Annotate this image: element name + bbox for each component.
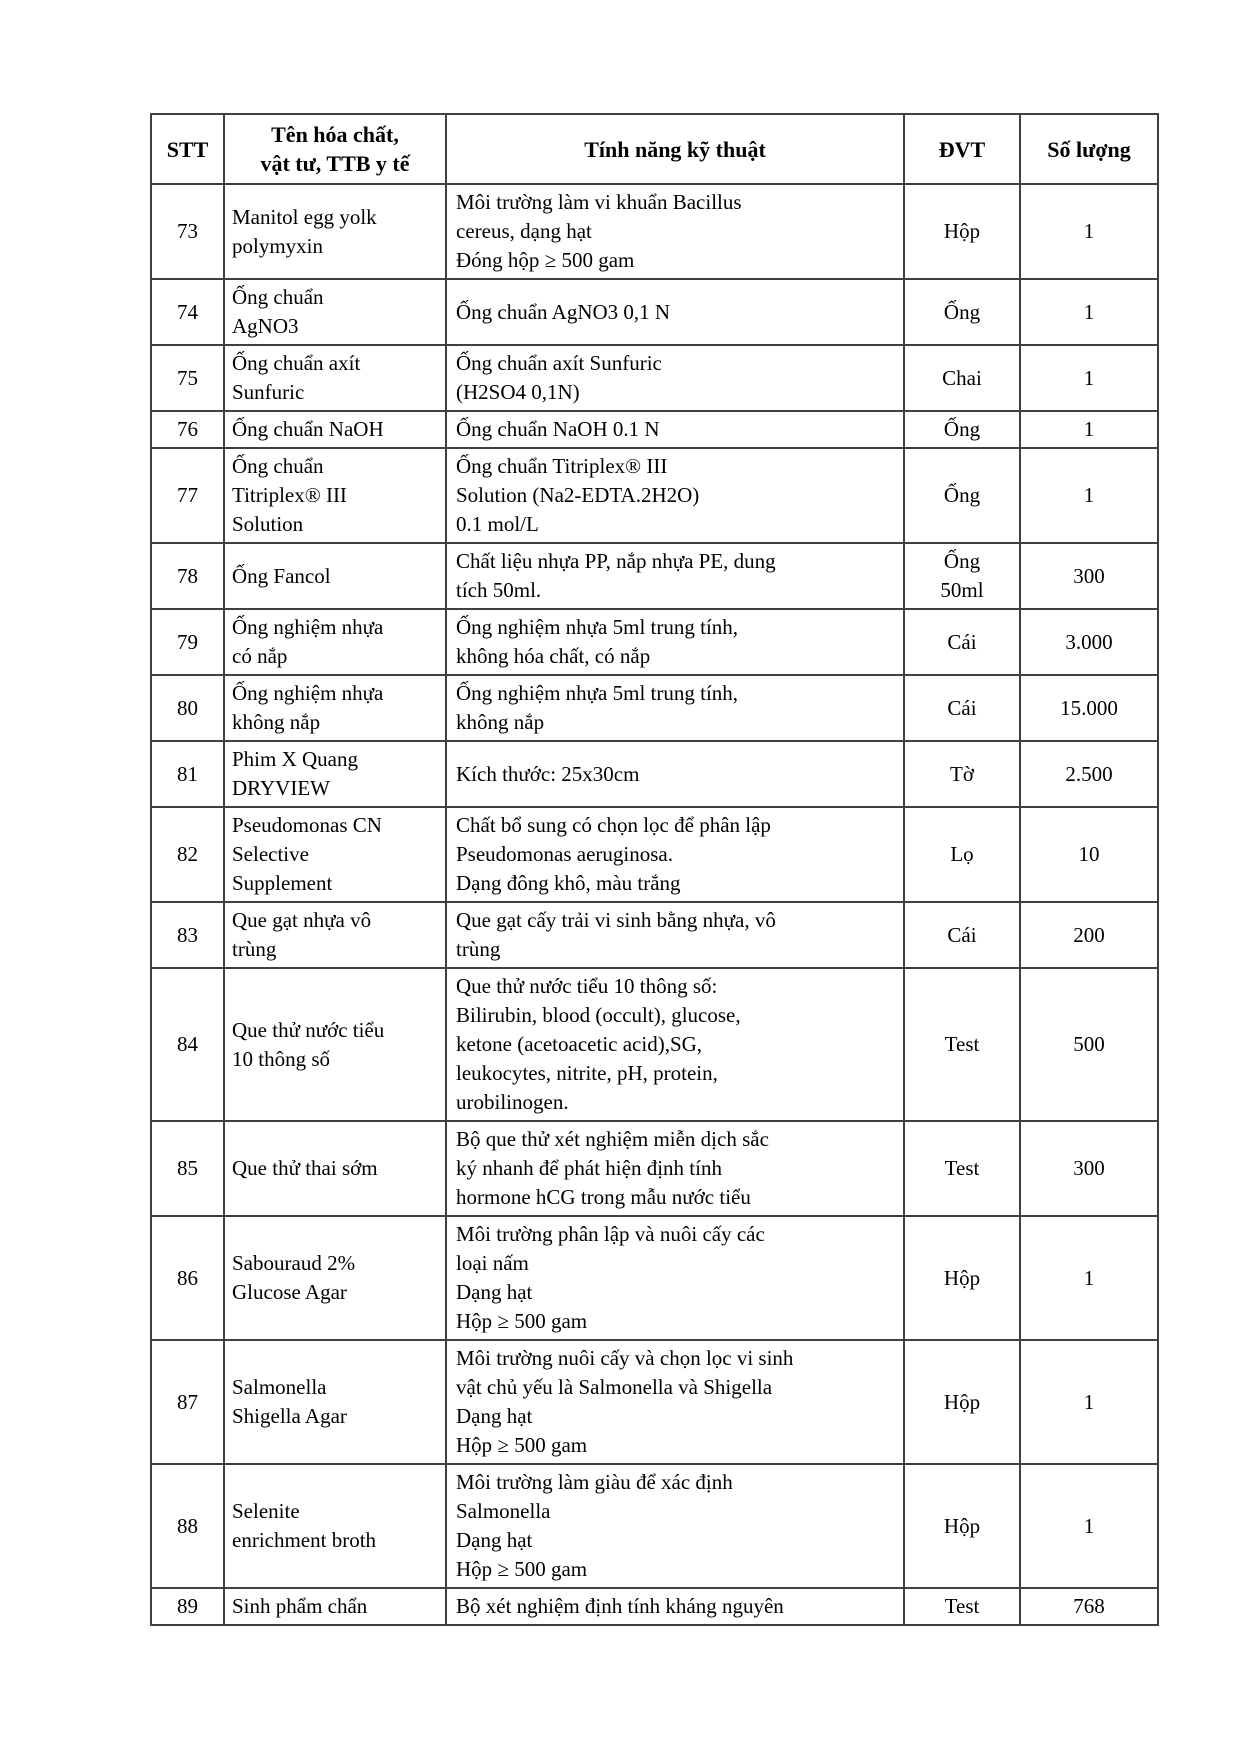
item-quantity-text: 1 [1083,417,1095,441]
table-row-80 [151,675,1158,741]
item-specs [446,1588,904,1625]
item-name [224,1340,446,1464]
item-name-text: Shigella Agar [232,1404,347,1428]
column-header-name-text: vật tư, TTB y tế [260,151,410,176]
item-name [224,741,446,807]
item-specs-text: 0.1 mol/L [456,512,539,536]
item-name [224,807,446,902]
item-unit [904,1588,1020,1625]
item-name-text: Solution [232,512,304,536]
column-header-stt [151,114,224,184]
item-specs [446,1464,904,1588]
item-quantity [1020,1464,1158,1588]
table-row-76 [151,411,1158,448]
item-quantity [1020,1340,1158,1464]
item-specs-text: không hóa chất, có nắp [456,644,651,668]
item-name [224,411,446,448]
item-quantity-text: 1 [1083,219,1095,243]
row-number-text: 79 [177,629,198,654]
item-unit-text: Ống [943,417,981,441]
item-quantity-text: 500 [1073,1032,1105,1056]
row-number [151,345,224,411]
item-specs [446,741,904,807]
item-specs-text: urobilinogen. [456,1090,569,1114]
item-unit-text: Cái [947,629,977,654]
item-unit-text: Tờ [950,761,974,786]
table-row-75 [151,345,1158,411]
item-unit [904,807,1020,902]
item-specs-text: tích 50ml. [456,578,542,602]
item-specs-text: Ống chuẩn Titriplex® III [456,454,668,478]
item-unit-text: Cái [947,922,977,947]
column-header-unit [904,114,1020,184]
item-name [224,675,446,741]
item-specs-text: Dạng hạt [456,1528,533,1552]
item-specs-text: Chất bổ sung có chọn lọc để phân lập [456,813,771,837]
item-name-text: Supplement [232,871,333,895]
row-number [151,1464,224,1588]
item-specs [446,902,904,968]
item-name-text: Glucose Agar [232,1280,347,1304]
item-unit-text: Lọ [950,842,974,866]
item-name-text: Titriplex® III [232,483,347,507]
row-number-text: 89 [177,1594,198,1618]
item-specs-text: Môi trường phân lập và nuôi cấy các [456,1222,765,1246]
item-name-text: có nắp [232,644,288,668]
row-number-text: 77 [177,483,198,507]
item-unit [904,345,1020,411]
item-specs-text: leukocytes, nitrite, pH, protein, [456,1061,718,1085]
item-specs-text: Kích thước: 25x30cm [456,761,640,786]
item-specs [446,807,904,902]
item-specs-text: Que gạt cấy trải vi sinh bằng nhựa, vô [456,908,776,932]
table-row-89 [151,1588,1158,1625]
item-specs-text: Ống chuẩn NaOH 0.1 N [456,417,660,441]
item-name [224,968,446,1121]
item-specs-text: Chất liệu nhựa PP, nắp nhựa PE, dung [456,549,776,573]
item-unit [904,1340,1020,1464]
item-specs-text: ketone (acetoacetic acid),SG, [456,1032,703,1056]
item-specs-text: Môi trường làm vi khuẩn Bacillus [456,190,742,214]
item-specs-text: Dạng hạt [456,1404,533,1428]
item-quantity-text: 768 [1073,1594,1105,1618]
table-row-74 [151,279,1158,345]
item-name-text: Ống chuẩn NaOH [232,417,384,441]
table-row-83 [151,902,1158,968]
item-unit [904,902,1020,968]
item-specs [446,543,904,609]
item-specs-text: Đóng hộp ≥ 500 gam [456,248,635,272]
item-name-text: trùng [232,937,277,961]
item-name-text: Ống chuẩn axít [232,351,361,375]
item-quantity [1020,741,1158,807]
item-unit [904,1464,1020,1588]
item-unit-text: Cái [947,695,977,720]
item-quantity-text: 300 [1073,563,1105,588]
item-name-text: DRYVIEW [232,776,330,800]
item-quantity-text: 200 [1073,922,1105,947]
row-number-text: 83 [177,922,198,947]
item-quantity-text: 1 [1083,483,1095,507]
row-number-text: 73 [177,219,198,243]
item-specs-text: trùng [456,937,501,961]
item-name [224,1121,446,1216]
item-specs-text: Bộ xét nghiệm định tính kháng nguyên [456,1594,784,1618]
item-name-text: Selective [232,842,309,866]
item-specs-text: Hộp ≥ 500 gam [456,1309,588,1333]
table-row-87 [151,1340,1158,1464]
row-number [151,1340,224,1464]
item-specs [446,1121,904,1216]
row-number-text: 75 [177,365,198,390]
table-row-86 [151,1216,1158,1340]
item-quantity [1020,609,1158,675]
item-quantity-text: 1 [1083,1265,1095,1290]
row-number-text: 82 [177,842,198,866]
item-quantity [1020,345,1158,411]
item-specs [446,968,904,1121]
item-name-text: enrichment broth [232,1528,377,1552]
table-row-84 [151,968,1158,1121]
column-header-desc-text: Tính năng kỹ thuật [584,136,766,162]
item-unit [904,279,1020,345]
row-number-text: 84 [177,1032,198,1056]
item-specs [446,448,904,543]
item-specs [446,1216,904,1340]
item-specs-text: loại nấm [456,1251,529,1275]
item-name-text: Que gạt nhựa vô [232,908,372,932]
table-body [151,184,1158,1625]
item-unit-text: Ống [943,549,981,573]
item-specs-text: Ống chuẩn axít Sunfuric [456,351,662,375]
item-specs [446,345,904,411]
item-unit [904,448,1020,543]
item-specs [446,184,904,279]
item-name-text: Sinh phẩm chẩn [232,1594,368,1618]
item-specs-text: (H2SO4 0,1N) [456,380,580,404]
item-name-text: Ống Fancol [232,563,331,588]
item-name-text: Que thử nước tiểu [232,1017,385,1042]
item-unit [904,968,1020,1121]
item-quantity [1020,807,1158,902]
row-number-text: 81 [177,761,198,786]
item-unit [904,543,1020,609]
item-unit-text: Hộp [943,1513,981,1538]
column-header-qty [1020,114,1158,184]
item-specs-text: ký nhanh để phát hiện định tính [456,1156,722,1180]
item-name [224,184,446,279]
column-header-unit-text: ĐVT [938,136,986,162]
row-number-text: 86 [177,1265,198,1290]
item-unit-text: Chai [942,365,982,390]
item-specs-text: vật chủ yếu là Salmonella và Shigella [456,1375,773,1399]
item-name-text: Ống nghiệm nhựa [232,615,384,639]
item-name [224,543,446,609]
item-unit [904,741,1020,807]
item-specs [446,411,904,448]
row-number [151,184,224,279]
item-quantity [1020,279,1158,345]
table-row-88 [151,1464,1158,1588]
row-number-text: 78 [177,563,198,588]
row-number [151,1216,224,1340]
item-unit-text: Hộp [943,1389,981,1414]
item-specs [446,1340,904,1464]
item-unit-text: Ống [943,483,981,507]
item-quantity-text: 15.000 [1060,695,1118,720]
item-quantity [1020,411,1158,448]
item-quantity-text: 3.000 [1065,629,1113,654]
item-unit-text: Hộp [943,1265,981,1290]
item-quantity-text: 300 [1073,1156,1105,1180]
item-name-text: Pseudomonas CN [232,813,382,837]
row-number [151,448,224,543]
item-unit-text: Test [944,1032,980,1056]
column-header-name [224,114,446,184]
item-specs-text: Dạng đông khô, màu trắng [456,871,681,895]
item-name [224,345,446,411]
row-number-text: 88 [177,1513,198,1538]
table-row-79 [151,609,1158,675]
item-quantity-text: 10 [1078,842,1100,866]
item-quantity-text: 1 [1083,1513,1095,1538]
item-name-text: AgNO3 [232,314,299,338]
row-number-text: 76 [177,417,198,441]
table-row-82 [151,807,1158,902]
item-quantity-text: 1 [1083,365,1095,390]
item-unit-text: Test [944,1594,980,1618]
item-specs-text: Solution (Na2-EDTA.2H2O) [456,483,700,507]
row-number [151,807,224,902]
row-number [151,968,224,1121]
item-quantity [1020,902,1158,968]
item-quantity [1020,968,1158,1121]
item-specs [446,675,904,741]
item-name-text: polymyxin [232,233,324,258]
item-name [224,1216,446,1340]
item-specs-text: Ống nghiệm nhựa 5ml trung tính, [456,681,739,705]
item-quantity [1020,543,1158,609]
item-specs-text: Ống chuẩn AgNO3 0,1 N [456,299,671,324]
row-number [151,543,224,609]
row-number [151,902,224,968]
medical-supplies-table [150,113,1159,1626]
row-number [151,1588,224,1625]
item-name-text: Que thử thai sớm [232,1156,378,1180]
item-name-text: Ống nghiệm nhựa [232,681,384,705]
item-name-text: Phim X Quang [232,747,358,771]
item-quantity-text: 2.500 [1065,761,1113,786]
item-name-text: không nắp [232,710,321,734]
item-specs [446,609,904,675]
item-specs-text: Salmonella [456,1499,551,1523]
item-specs [446,279,904,345]
item-specs-text: không nắp [456,710,545,734]
item-name [224,1464,446,1588]
table-row-73 [151,184,1158,279]
item-specs-text: cereus, dạng hạt [456,219,592,243]
row-number-text: 74 [177,299,198,324]
item-specs-text: Bộ que thử xét nghiệm miễn dịch sắc [456,1127,769,1151]
row-number [151,1121,224,1216]
item-unit-text: Test [944,1156,980,1180]
row-number [151,411,224,448]
item-unit [904,675,1020,741]
item-quantity [1020,184,1158,279]
column-header-name-text: Tên hóa chất, [271,122,399,147]
row-number-text: 87 [177,1389,198,1414]
item-unit [904,609,1020,675]
item-quantity [1020,675,1158,741]
item-specs-text: Hộp ≥ 500 gam [456,1433,588,1457]
table-header [151,114,1158,184]
column-header-qty-text: Số lượng [1047,136,1131,162]
table-row-78 [151,543,1158,609]
item-unit [904,1216,1020,1340]
item-name-text: Salmonella [232,1375,327,1399]
item-name-text: Selenite [232,1499,300,1523]
item-specs-text: Bilirubin, blood (occult), glucose, [456,1003,741,1027]
item-quantity-text: 1 [1083,299,1095,324]
item-quantity [1020,1588,1158,1625]
item-specs-text: Hộp ≥ 500 gam [456,1557,588,1581]
row-number [151,741,224,807]
item-unit [904,184,1020,279]
item-quantity [1020,448,1158,543]
item-specs-text: hormone hCG trong mẫu nước tiểu [456,1185,751,1209]
item-name [224,902,446,968]
row-number [151,675,224,741]
item-unit-text: Ống [943,299,981,324]
item-name-text: Sabouraud 2% [232,1251,356,1275]
row-number-text: 85 [177,1156,198,1180]
table-row-85 [151,1121,1158,1216]
item-name [224,609,446,675]
item-quantity [1020,1121,1158,1216]
column-header-desc [446,114,904,184]
table-row-81 [151,741,1158,807]
item-name [224,1588,446,1625]
item-name-text: 10 thông số [232,1046,331,1071]
item-specs-text: Môi trường nuôi cấy và chọn lọc vi sinh [456,1346,794,1370]
item-specs-text: Dạng hạt [456,1280,533,1304]
item-name-text: Ống chuẩn [232,285,324,309]
row-number-text: 80 [177,695,198,720]
column-header-stt-text: STT [166,136,209,162]
item-specs-text: Pseudomonas aeruginosa. [456,842,673,866]
item-unit-text: 50ml [940,578,984,602]
item-name-text: Ống chuẩn [232,454,324,478]
item-quantity-text: 1 [1083,1389,1095,1414]
row-number [151,279,224,345]
item-quantity [1020,1216,1158,1340]
item-specs-text: Ống nghiệm nhựa 5ml trung tính, [456,615,739,639]
table-row-77 [151,448,1158,543]
item-name-text: Manitol egg yolk [232,204,377,229]
item-specs-text: Que thử nước tiểu 10 thông số: [456,974,718,998]
item-unit [904,1121,1020,1216]
item-name [224,448,446,543]
item-specs-text: Môi trường làm giàu để xác định [456,1470,733,1494]
item-unit [904,411,1020,448]
table-header-row [151,114,1158,184]
row-number [151,609,224,675]
item-name-text: Sunfuric [232,380,305,404]
item-unit-text: Hộp [943,219,981,243]
item-name [224,279,446,345]
